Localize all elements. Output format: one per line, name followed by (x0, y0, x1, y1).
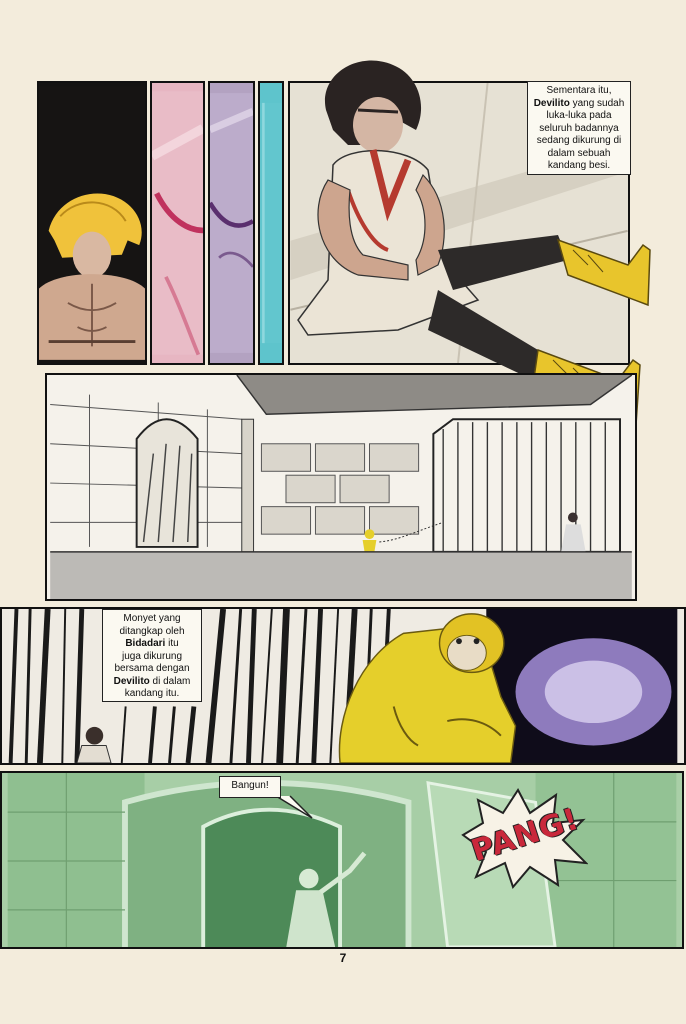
caption-line (107, 676, 197, 689)
caption-line: juga dikurung (121, 650, 183, 662)
caption-line: kandang besi. (547, 160, 611, 171)
caption-line (107, 638, 197, 651)
name-devilito: Devilito (533, 97, 570, 109)
caption-devilito-intro (527, 81, 631, 175)
panel-pink-strip (150, 81, 205, 365)
caption-text: yang sudah (569, 97, 625, 109)
pink-strip-art (152, 83, 203, 363)
panel-teal-strip (258, 81, 284, 365)
name-bidadari: Bidadari (125, 638, 166, 649)
caption-line: seluruh badannya (539, 122, 619, 134)
caption-line: sedang dikurung di (536, 135, 622, 146)
caption-line: dalam sebuah (547, 147, 611, 159)
panel-violet-strip (208, 81, 255, 365)
caption-line: Monyet yang (123, 613, 181, 624)
panel-blond-warrior (37, 81, 147, 365)
caption-line: bersama dengan (114, 663, 190, 674)
name-devilito: Devilito (113, 675, 150, 687)
caption-line: luka-luka pada (546, 110, 612, 121)
caption-line (532, 98, 626, 111)
caption-line: Sementara itu, (546, 85, 612, 96)
caption-text: di dalam (149, 675, 191, 687)
caption-monkey (102, 609, 202, 702)
teal-strip-art (260, 83, 282, 363)
speech-bangun: Bangun! (219, 776, 281, 798)
violet-strip-art (210, 83, 253, 363)
prison-interior-art (47, 375, 635, 599)
sfx-pang: PANG! (467, 801, 584, 870)
caption-line: kandang itu. (124, 688, 180, 699)
blond-warrior-art (39, 83, 145, 363)
panel-prison-interior (45, 373, 637, 601)
page-number: 7 (339, 951, 347, 965)
caption-line: ditangkap oleh (119, 625, 185, 637)
caption-text: itu (165, 638, 179, 649)
